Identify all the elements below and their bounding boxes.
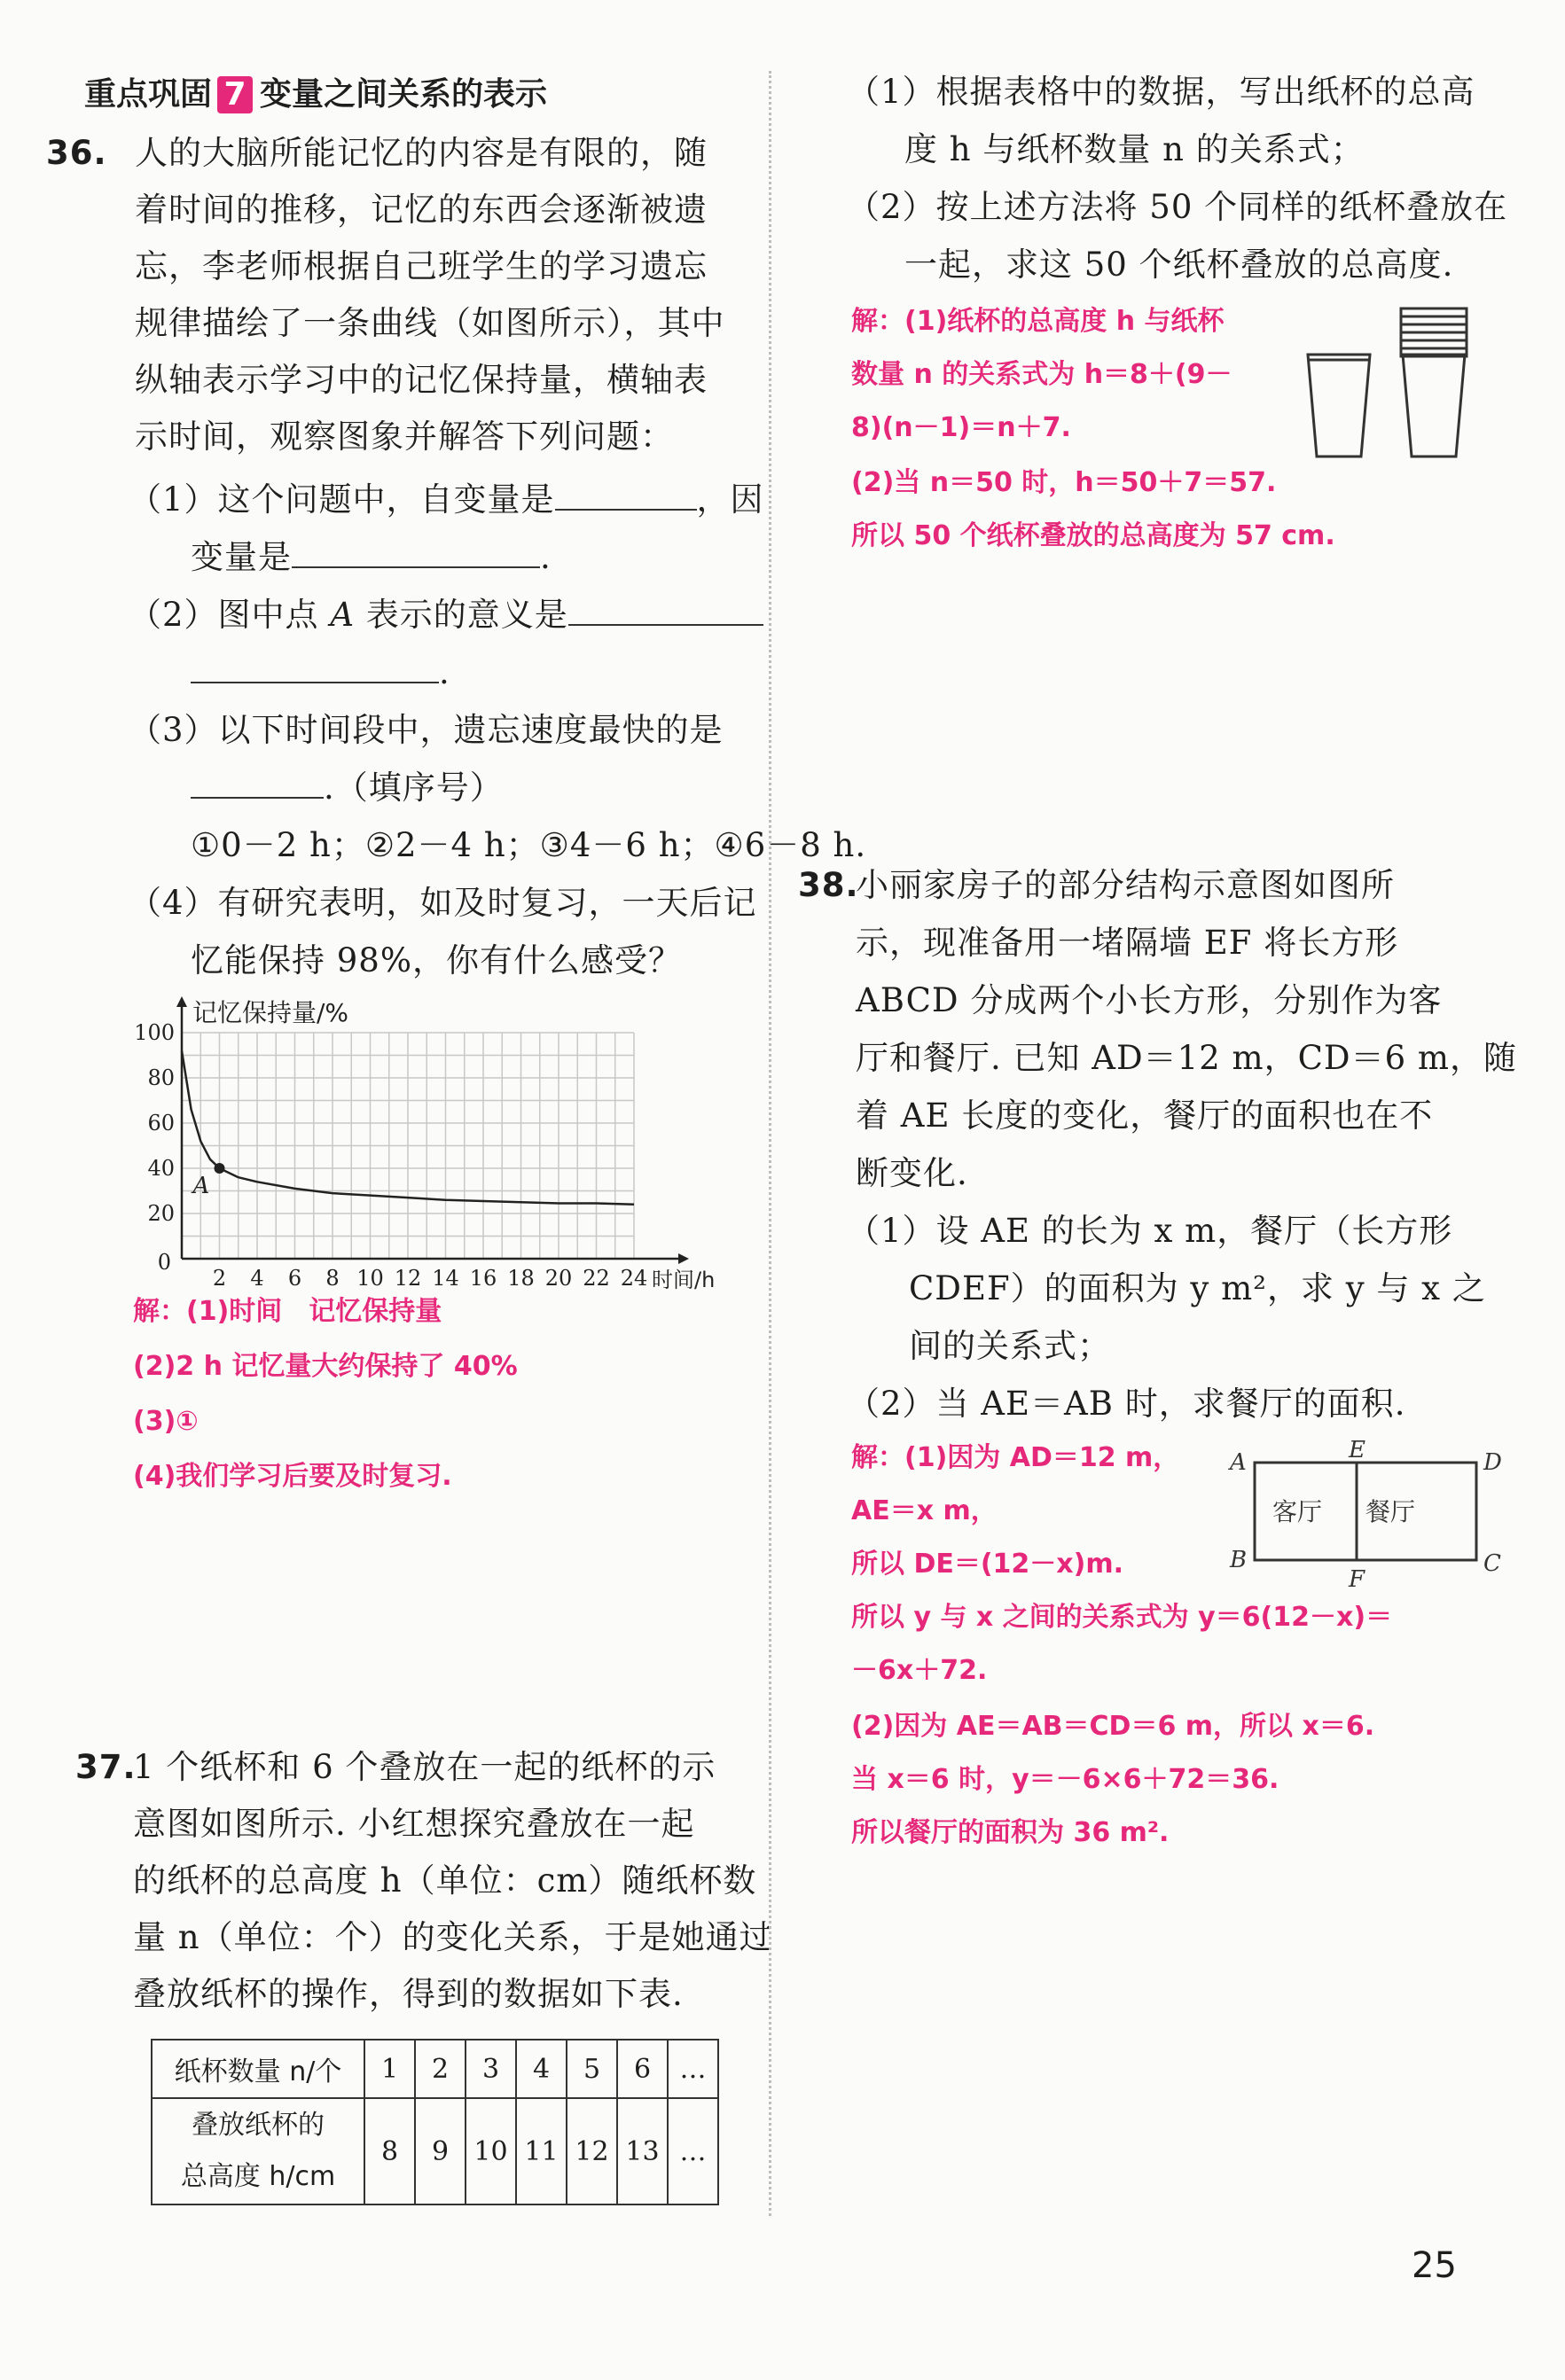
table-cell: 10 bbox=[466, 2098, 516, 2204]
header-label: 重点巩固 bbox=[84, 76, 213, 113]
vertex-a-label: A bbox=[1230, 1449, 1247, 1476]
q36-answer-line: (3)① bbox=[133, 1406, 199, 1437]
q36-part1 bbox=[129, 479, 764, 521]
q36-part1-text: 变量是 bbox=[191, 538, 292, 576]
q38-part1-cont: CDEF）的面积为 y m²，求 y 与 x 之 bbox=[909, 1269, 1486, 1307]
q36-part2-cont bbox=[191, 652, 450, 694]
point-a bbox=[215, 1163, 225, 1174]
vertex-d-label: D bbox=[1483, 1449, 1502, 1476]
q38-part2: （2）当 AE＝AB 时，求餐厅的面积. bbox=[847, 1385, 1406, 1423]
q36-line: 规律描绘了一条曲线（如图所示），其中 bbox=[135, 304, 725, 342]
x-tick-label: 18 bbox=[507, 1266, 535, 1290]
table-cell: 11 bbox=[516, 2098, 567, 2204]
q36-part3-text: .（填序号） bbox=[324, 769, 504, 807]
house-floorplan-diagram bbox=[1193, 1436, 1547, 1591]
memory-retention-chart bbox=[133, 993, 754, 1290]
q36-part3-cont bbox=[191, 767, 504, 809]
x-tick-label: 10 bbox=[356, 1266, 384, 1290]
q36-answer-line: 解：(1)时间 记忆保持量 bbox=[133, 1296, 442, 1327]
q36-part1-cont bbox=[191, 536, 552, 579]
y-tick-label: 100 bbox=[134, 1020, 175, 1045]
q36-part4: （4）有研究表明，如及时复习，一天后记 bbox=[129, 884, 757, 922]
q36-line: 人的大脑所能记忆的内容是有限的，随 bbox=[135, 134, 708, 172]
table-cell: 2 bbox=[415, 2040, 466, 2098]
y-tick-label: 80 bbox=[147, 1065, 175, 1090]
q38-line: 小丽家房子的部分结构示意图如图所 bbox=[856, 866, 1395, 904]
q37-line: 量 n（单位：个）的变化关系，于是她通过 bbox=[133, 1918, 773, 1956]
q38-part1-cont: 间的关系式； bbox=[909, 1327, 1111, 1365]
cup-data-table bbox=[151, 2039, 719, 2205]
stacked-cups-icon bbox=[1401, 308, 1467, 456]
x-tick-label: 6 bbox=[287, 1266, 302, 1290]
vertex-e-label: E bbox=[1349, 1437, 1365, 1463]
q37-line: 叠放纸杯的操作，得到的数据如下表. bbox=[133, 1975, 684, 2013]
q38-line: 着 AE 长度的变化，餐厅的面积也在不 bbox=[856, 1096, 1434, 1135]
q38-answer-line: 解：(1)因为 AD＝12 m， bbox=[851, 1442, 1180, 1473]
table-cell: 9 bbox=[415, 2098, 466, 2204]
table-cell: 3 bbox=[466, 2040, 516, 2098]
header-title: 变量之间关系的表示 bbox=[260, 76, 548, 113]
y-axis-arrow bbox=[176, 996, 187, 1007]
answer-blank bbox=[555, 480, 697, 511]
q38-answer-line: 所以餐厅的面积为 36 m². bbox=[851, 1817, 1170, 1848]
q37-part-line: （2）按上述方法将 50 个同样的纸杯叠放在 bbox=[847, 188, 1508, 226]
x-axis-label: 时间/h bbox=[652, 1268, 716, 1290]
x-tick-label: 4 bbox=[250, 1266, 264, 1290]
q38-answer-line: 所以 DE＝(12－x)m. bbox=[851, 1549, 1124, 1580]
x-tick-label: 16 bbox=[469, 1266, 497, 1290]
y-axis-label: 记忆保持量/% bbox=[192, 998, 349, 1027]
vertex-f-label: F bbox=[1349, 1566, 1365, 1591]
table-row bbox=[152, 2040, 718, 2098]
q38-answer-line: 所以 y 与 x 之间的关系式为 y＝6(12－x)＝ bbox=[851, 1602, 1393, 1633]
table-cell: … bbox=[668, 2098, 718, 2204]
q37-part-line: 度 h 与纸杯数量 n 的关系式； bbox=[904, 130, 1365, 168]
q37-answer-line: 所以 50 个纸杯叠放的总高度为 57 cm. bbox=[851, 520, 1335, 551]
q37-answer-line: 数量 n 的关系式为 h＝8＋(9－ bbox=[851, 359, 1232, 390]
q38-answer-line: －6x＋72. bbox=[851, 1655, 988, 1686]
q38-line: ABCD 分成两个小长方形，分别作为客 bbox=[856, 981, 1443, 1019]
dining-room-label: 餐厅 bbox=[1365, 1497, 1416, 1526]
table-cell: 13 bbox=[617, 2098, 668, 2204]
table-row bbox=[152, 2098, 718, 2204]
q36-part4-cont: 忆能保持 98%，你有什么感受？ bbox=[191, 941, 682, 979]
table-cell: 12 bbox=[567, 2098, 617, 2204]
x-tick-label: 8 bbox=[325, 1266, 340, 1290]
q36-line: 着时间的推移，记忆的东西会逐渐被遗 bbox=[135, 191, 708, 229]
q36-answer-line: (2)2 h 记忆量大约保持了 40% bbox=[133, 1351, 518, 1382]
answer-blank bbox=[568, 596, 763, 626]
header-badge: 7 bbox=[217, 76, 253, 113]
x-tick-label: 24 bbox=[620, 1266, 648, 1290]
x-tick-label: 2 bbox=[212, 1266, 227, 1290]
q37-answer-line: (2)当 n＝50 时，h＝50＋7＝57. bbox=[851, 467, 1277, 498]
q37-line: 的纸杯的总高度 h（单位：cm）随纸杯数 bbox=[133, 1861, 757, 1900]
right-column bbox=[771, 0, 1565, 2380]
q36-part2-var: A bbox=[330, 596, 356, 634]
q36-part3: （3）以下时间段中，遗忘速度最快的是 bbox=[129, 711, 724, 749]
table-cell: 6 bbox=[617, 2040, 668, 2098]
table-cell: 8 bbox=[364, 2098, 415, 2204]
page-number: 25 bbox=[1412, 2245, 1457, 2286]
q36-part2-text: （2）图中点 bbox=[129, 596, 331, 634]
living-room-label: 客厅 bbox=[1272, 1497, 1323, 1526]
q36-part1-text: . bbox=[540, 538, 552, 576]
q36-answer-line: (4)我们学习后要及时复习. bbox=[133, 1461, 452, 1492]
q37-part-line: （1）根据表格中的数据，写出纸杯的总高 bbox=[847, 73, 1475, 111]
table-header-n: 纸杯数量 n/个 bbox=[152, 2040, 364, 2098]
x-tick-label: 14 bbox=[432, 1266, 459, 1290]
q38-number: 38. bbox=[798, 866, 859, 904]
q37-number: 37. bbox=[75, 1748, 137, 1786]
q38-answer-line: 当 x＝6 时，y＝－6×6＋72＝36. bbox=[851, 1764, 1279, 1795]
y-tick-label: 40 bbox=[147, 1156, 175, 1181]
q38-answer-line: AE＝x m， bbox=[851, 1495, 998, 1526]
vertex-b-label: B bbox=[1230, 1547, 1248, 1573]
q36-part2 bbox=[129, 594, 763, 636]
answer-blank bbox=[292, 538, 540, 568]
x-tick-label: 22 bbox=[583, 1266, 610, 1290]
q37-answer-line: 8)(n－1)＝n＋7. bbox=[851, 412, 1071, 443]
q36-part1-text: ，因 bbox=[696, 480, 764, 519]
answer-blank bbox=[191, 653, 439, 683]
q38-answer-line: (2)因为 AE＝AB＝CD＝6 m，所以 x＝6. bbox=[851, 1711, 1375, 1742]
q37-part-line: 一起，求这 50 个纸杯叠放的总高度. bbox=[904, 246, 1454, 284]
table-header-h-line: 叠放纸杯的 bbox=[192, 2110, 325, 2141]
single-cup-icon bbox=[1308, 355, 1370, 456]
point-a-label: A bbox=[192, 1173, 210, 1199]
x-tick-label: 20 bbox=[544, 1266, 573, 1290]
q36-part3-options: ①0－2 h；②2－4 h；③4－6 h；④6－8 h. bbox=[191, 826, 867, 864]
answer-blank bbox=[191, 769, 324, 799]
table-header-h bbox=[152, 2098, 364, 2204]
table-cell: 1 bbox=[364, 2040, 415, 2098]
origin-label: 0 bbox=[157, 1250, 171, 1275]
q37-line: 意图如图所示. 小红想探究叠放在一起 bbox=[133, 1805, 695, 1843]
x-axis-arrow bbox=[678, 1253, 689, 1264]
q38-line: 示，现准备用一堵隔墙 EF 将长方形 bbox=[856, 924, 1399, 962]
q38-part1: （1）设 AE 的长为 x m，餐厅（长方形 bbox=[847, 1212, 1453, 1250]
y-tick-label: 20 bbox=[147, 1201, 175, 1226]
q37-answer-line: 解：(1)纸杯的总高度 h 与纸杯 bbox=[851, 306, 1225, 337]
vertex-c-label: C bbox=[1483, 1550, 1501, 1577]
q38-line: 厅和餐厅. 已知 AD＝12 m，CD＝6 m，随 bbox=[856, 1039, 1517, 1077]
paper-cup-illustration bbox=[1303, 301, 1481, 470]
q36-line: 忘，李老师根据自己班学生的学习遗忘 bbox=[135, 247, 708, 285]
q36-line: 示时间，观察图象并解答下列问题： bbox=[135, 417, 674, 456]
q36-number: 36. bbox=[46, 134, 107, 172]
q36-line: 纵轴表示学习中的记忆保持量，横轴表 bbox=[135, 361, 708, 399]
q36-part2-text: . bbox=[439, 653, 450, 691]
y-tick-label: 60 bbox=[147, 1111, 175, 1135]
table-header-h-line: 总高度 h/cm bbox=[180, 2161, 336, 2192]
x-tick-label: 12 bbox=[394, 1266, 422, 1290]
table-cell: 4 bbox=[516, 2040, 567, 2098]
table-cell: … bbox=[668, 2040, 718, 2098]
q36-part2-text: 表示的意义是 bbox=[355, 596, 568, 634]
section-header bbox=[84, 69, 547, 114]
q38-line: 断变化. bbox=[856, 1154, 968, 1192]
q37-line: 1 个纸杯和 6 个叠放在一起的纸杯的示 bbox=[133, 1748, 716, 1786]
table-cell: 5 bbox=[567, 2040, 617, 2098]
q36-part1-text: （1）这个问题中，自变量是 bbox=[129, 480, 555, 519]
